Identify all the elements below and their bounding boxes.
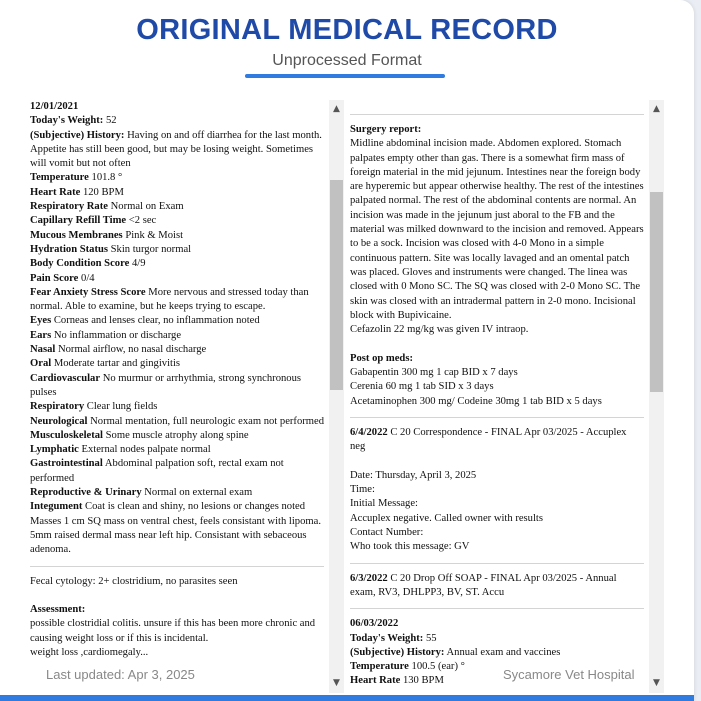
assessment-label: Assessment: — [30, 604, 86, 616]
exam-field — [30, 400, 324, 414]
field-label: Temperature — [30, 172, 89, 184]
exam-field — [30, 286, 324, 315]
assessment-text: possible clostridial colitis. unsure if this has been more chronic and causing weight loss or if this is incidental. — [30, 618, 316, 644]
field-label: Heart Rate — [30, 186, 81, 198]
field-value: Normal mentation, full neurologic exam not performed — [90, 415, 324, 427]
field-value: Normal airflow, no nasal discharge — [57, 344, 207, 356]
field-label: (Subjective) History: — [350, 646, 445, 658]
field-label: Body Condition Score — [30, 258, 130, 270]
correspondence-line: Who took this message: GV — [350, 541, 470, 553]
assessment-more: weight loss ,cardiomegaly... — [30, 646, 149, 658]
exam-field — [30, 200, 324, 214]
field-value: More nervous and stressed today than normal. Able to examine, but he keeps trying to escape. — [30, 286, 309, 313]
divider — [350, 608, 644, 609]
correspondence-title: C 20 Correspondence - FINAL Apr 03/2025 - Accuplex neg — [350, 426, 627, 453]
right-scroll-thumb[interactable] — [650, 192, 663, 392]
masses-note-2: 5mm raised dermal mass near left hip. Consistant with sebaceous adenoma. — [30, 529, 307, 556]
field-label: Musculoskeletal — [30, 429, 103, 441]
postop-med: Gabapentin 300 mg 1 cap BID x 7 days — [350, 367, 518, 379]
masses-note-1: Masses 1 cm SQ mass on ventral chest, feels consistant with lipoma. — [30, 515, 321, 527]
exam-field — [30, 186, 324, 200]
exam-field — [30, 257, 324, 271]
postop-label: Post op meds: — [350, 352, 413, 364]
field-value: Corneas and lenses clear, no inflammation noted — [53, 315, 260, 327]
field-value: 4/9 — [131, 258, 146, 270]
exam-field — [30, 229, 324, 243]
exam-field — [30, 443, 324, 457]
field-label: Today's Weight: — [30, 115, 104, 127]
soap-date: 6/3/2022 — [350, 572, 388, 584]
page-title: ORIGINAL MEDICAL RECORD — [136, 14, 558, 46]
field-label: Neurological — [30, 415, 88, 427]
correspondence-line: Contact Number: — [350, 527, 424, 539]
exam-field — [30, 457, 324, 486]
left-record-panel[interactable] — [30, 100, 324, 693]
chevron-down-icon[interactable]: ▼ — [333, 678, 340, 688]
exam-field — [30, 343, 324, 357]
right-scrollbar[interactable] — [649, 100, 664, 693]
correspondence-line: Date: Thursday, April 3, 2025 — [350, 469, 477, 481]
field-value: 101.8 ° — [91, 172, 123, 184]
field-value: Normal on Exam — [110, 201, 184, 213]
field-label: Respiratory Rate — [30, 201, 108, 213]
field-label: Reproductive & Urinary — [30, 487, 142, 499]
divider — [350, 563, 644, 564]
postop-med: Cerenia 60 mg 1 tab SID x 3 days — [350, 381, 494, 393]
correspondence-date: 6/4/2022 — [350, 426, 388, 438]
field-value: No inflammation or discharge — [53, 329, 182, 341]
exam-field — [30, 114, 324, 128]
chevron-up-icon[interactable]: ▲ — [333, 104, 340, 114]
field-label: Cardiovascular — [30, 372, 101, 384]
exam-field — [350, 632, 644, 646]
postop-med: Acetaminophen 300 mg/ Codeine 30mg 1 tab BID x 5 days — [350, 395, 602, 407]
field-value: 52 — [105, 115, 117, 127]
field-label: Oral — [30, 358, 52, 370]
field-value: Annual exam and vaccines — [446, 646, 561, 658]
surgery-label: Surgery report: — [350, 124, 422, 135]
divider — [350, 417, 644, 418]
last-updated: Last updated: Apr 3, 2025 — [46, 667, 195, 682]
cefazolin-note: Cefazolin 22 mg/kg was given IV intraop. — [350, 324, 529, 336]
field-value: External nodes palpate normal — [81, 444, 211, 456]
field-value: Abdominal palpation soft, rectal exam not performed — [30, 458, 284, 484]
field-value: Skin turgor normal — [110, 243, 192, 255]
field-value: Clear lung fields — [86, 401, 158, 413]
field-label: Gastrointestinal — [30, 458, 103, 470]
field-label: Integument — [30, 501, 83, 513]
correspondence-entry — [350, 426, 644, 455]
exam-field — [30, 329, 324, 343]
field-value: Some muscle atrophy along spine — [105, 429, 249, 441]
postop-med-list — [350, 366, 644, 409]
divider — [30, 566, 324, 567]
field-label: Fear Anxiety Stress Score — [30, 286, 146, 298]
field-value: Moderate tartar and gingivitis — [53, 358, 181, 370]
title-underline — [245, 74, 445, 78]
divider — [350, 114, 644, 115]
field-value: No murmur or arrhythmia, strong synchronous pulses — [30, 372, 302, 398]
field-label: (Subjective) History: — [30, 129, 125, 141]
right-record-panel[interactable] — [350, 100, 644, 693]
exam-field — [30, 415, 324, 429]
field-label: Ears — [30, 329, 52, 341]
field-value: <2 sec — [128, 215, 157, 227]
field-value: 100.5 (ear) ° — [411, 661, 465, 673]
field-label: Mucous Membranes — [30, 229, 123, 241]
left-scrollbar[interactable] — [329, 100, 344, 693]
field-label: Eyes — [30, 315, 52, 327]
exam-field — [30, 357, 324, 371]
field-label: Pain Score — [30, 272, 79, 284]
field-value: Coat is clean and shiny, no lesions or changes noted — [85, 501, 306, 513]
exam-field — [30, 314, 324, 328]
exam-field-list — [30, 114, 324, 514]
field-label: Respiratory — [30, 401, 85, 413]
exam-field — [30, 429, 324, 443]
field-label: Today's Weight: — [350, 632, 424, 644]
field-value: 130 BPM — [402, 675, 444, 687]
correspondence-line: Time: — [350, 484, 375, 496]
exam-field — [30, 272, 324, 286]
field-value: 120 BPM — [82, 186, 124, 198]
correspondence-line: Initial Message: — [350, 498, 418, 510]
soap-title: C 20 Drop Off SOAP - FINAL Apr 03/2025 - Annual exam, RV3, DHLPP3, BV, ST. Accu — [350, 572, 617, 598]
exam-field — [350, 646, 644, 660]
field-label: Capillary Refill Time — [30, 215, 127, 227]
exam-field — [30, 171, 324, 185]
field-label: Nasal — [30, 344, 56, 356]
exam-field — [30, 486, 324, 500]
hospital-name: Sycamore Vet Hospital — [503, 667, 635, 682]
exam-field — [30, 214, 324, 228]
correspondence-lines — [350, 469, 644, 555]
surgery-text: Midline abdominal incision made. Abdomen explored. Stomach palpates empty other than gas. There is a somewhat firm mass of foreign material in the mid jejunum. Intestines near the foreign body are hyperemic but appear otherwise healthy. The rest of the intestines palpated normal. The rest of the abdominal contents are normal. An incision was made in the jejunum just aboral to the FB and the material was milked downward to the incision and removed. Appears to be a sock. Incision was closed with 4-0 Mono in a simple continuous pattern. Site was locally lavaged and an omental patch was placed. Gloves and instruments were changed. The linea was closed with 0 Mono SC. The SQ was closed with 2-0 Mono SC. The skin was closed with an intradermal pattern in 2-0 mono. Incisional block with Bupivicaine. — [350, 138, 644, 321]
chevron-down-icon[interactable]: ▼ — [653, 678, 660, 688]
field-value: Normal on external exam — [144, 487, 253, 499]
correspondence-line: Accuplex negative. Called owner with results — [350, 512, 543, 524]
field-label: Temperature — [350, 661, 409, 673]
field-label: Hydration Status — [30, 243, 108, 255]
field-label: Lymphatic — [30, 444, 79, 456]
left-scroll-thumb[interactable] — [330, 180, 343, 390]
visit-date: 06/03/2022 — [350, 618, 399, 630]
exam-field — [30, 500, 324, 514]
field-value: Having on and off diarrhea for the last month. Appetite has still been good, but may be losing weight. Sometimes will vomit but not often — [30, 129, 322, 170]
bottom-accent-bar — [0, 695, 694, 701]
exam-field — [30, 129, 324, 172]
field-value: 55 — [425, 632, 437, 644]
record-date: 12/01/2021 — [30, 101, 79, 112]
exam-field — [30, 372, 324, 401]
page-subtitle: Unprocessed Format — [272, 52, 422, 69]
field-label: Heart Rate — [350, 675, 401, 687]
field-value: Pink & Moist — [125, 229, 184, 241]
chevron-up-icon[interactable]: ▲ — [653, 104, 660, 114]
field-value: 0/4 — [81, 272, 95, 284]
exam-field — [30, 243, 324, 257]
fecal-note: Fecal cytology: 2+ clostridium, no parasites seen — [30, 575, 238, 587]
soap-entry — [350, 572, 644, 601]
